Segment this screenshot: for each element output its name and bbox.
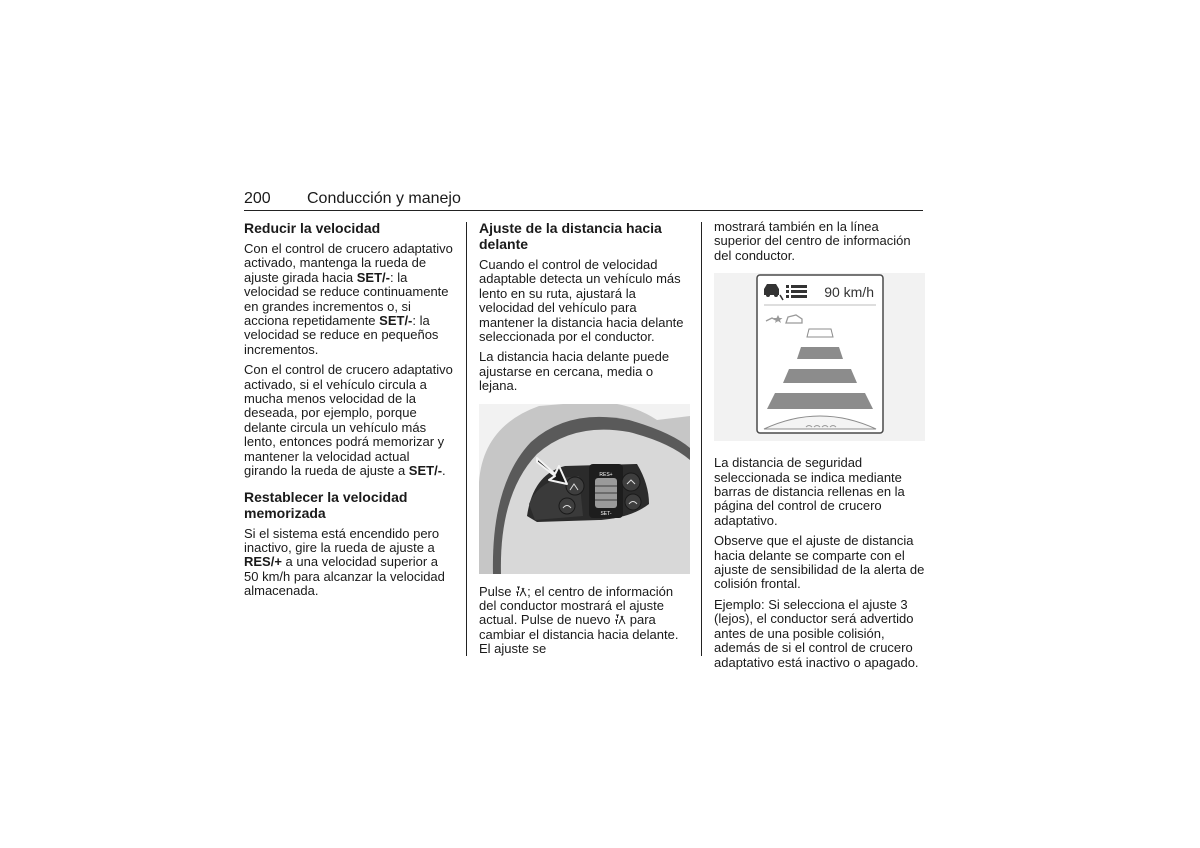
chapter-title: Conducción y manejo [307, 190, 461, 207]
set-label: SET- [600, 510, 612, 517]
steering-wheel-photo [479, 404, 691, 579]
section-heading-following-distance: Ajuste de la distancia hacia delante [479, 220, 662, 252]
res-label: RES+ [599, 471, 613, 478]
text: Pulse [479, 583, 516, 599]
text: Con el control de crucero adaptativo activado, mantenga la rueda de ajuste girada hacia [244, 241, 453, 285]
page-header [244, 188, 923, 211]
paragraph [244, 242, 456, 357]
section-heading-reduce-speed: Reducir la velocidad [244, 220, 381, 236]
paragraph: La distancia hacia delante puede ajustarse en cercana, media o lejana. [479, 349, 670, 394]
text: : la velocidad se reduce en pequeños incrementos. [244, 313, 439, 357]
page-number: 200 [244, 190, 271, 207]
following-distance-icon [614, 614, 626, 625]
control-label: SET/- [356, 269, 390, 285]
paragraph: mostrará también en la línea superior del centro de información del conductor. [714, 219, 911, 263]
paragraph: Observe que el ajuste de distancia hacia delante se comparte con el ajuste de sensibilidad de la alerta de colisión frontal. [714, 533, 925, 592]
text: Con el control de crucero adaptativo activado, si el vehículo circula a mucha menos velocidad de la deseada, por ejemplo, porque delante circula un vehículo más lento, entonces podrá memorizar y mantener la velocidad actual girando la rueda de ajuste a [244, 362, 453, 479]
paragraph: Cuando el control de velocidad adaptable detecta un vehículo más lento en su ruta, ajustará la velocidad del vehículo para mantener la distancia hacia delante seleccionada por el conductor. [479, 257, 684, 345]
text: ; el centro de información del conductor mostrará el ajuste actual. Pulse de nuevo [479, 583, 674, 628]
paragraph: Ejemplo: Si selecciona el ajuste 3 (lejos), el conductor será advertido antes de una posible colisión, además de si el control de crucero adaptativo está inactivo o apagado. [714, 596, 919, 670]
following-distance-icon [515, 586, 527, 597]
control-label: SET/- [408, 463, 443, 479]
control-label: SET/- [379, 313, 413, 329]
text: : la velocidad se reduce continuamente en grandes incrementos o, si acciona repetidamente [244, 269, 449, 329]
text: para cambiar el distancia hacia delante. El ajuste se [479, 612, 679, 657]
paragraph [479, 585, 691, 657]
paragraph [244, 363, 456, 478]
paragraph [244, 527, 456, 599]
column-divider [701, 222, 702, 656]
column-2 [479, 220, 691, 663]
section-heading-resume-speed: Restablecer la velocidad memorizada [244, 488, 408, 521]
text: a una velocidad superior a 50 km/h para alcanzar la velocidad almacenada. [244, 554, 445, 599]
text: Si el sistema está encendido pero inactivo, gire la rueda de ajuste a [244, 525, 440, 555]
column-3 [714, 220, 926, 676]
speed-readout: 90 km/h [824, 284, 874, 301]
column-divider [466, 222, 467, 656]
paragraph: La distancia de seguridad seleccionada se indica mediante barras de distancia rellenas en la página del control de crucero adaptativo. [714, 455, 905, 528]
text: . [442, 463, 446, 479]
column-1 [244, 220, 456, 605]
control-label: RES/+ [244, 554, 282, 570]
dic-display [714, 273, 926, 446]
